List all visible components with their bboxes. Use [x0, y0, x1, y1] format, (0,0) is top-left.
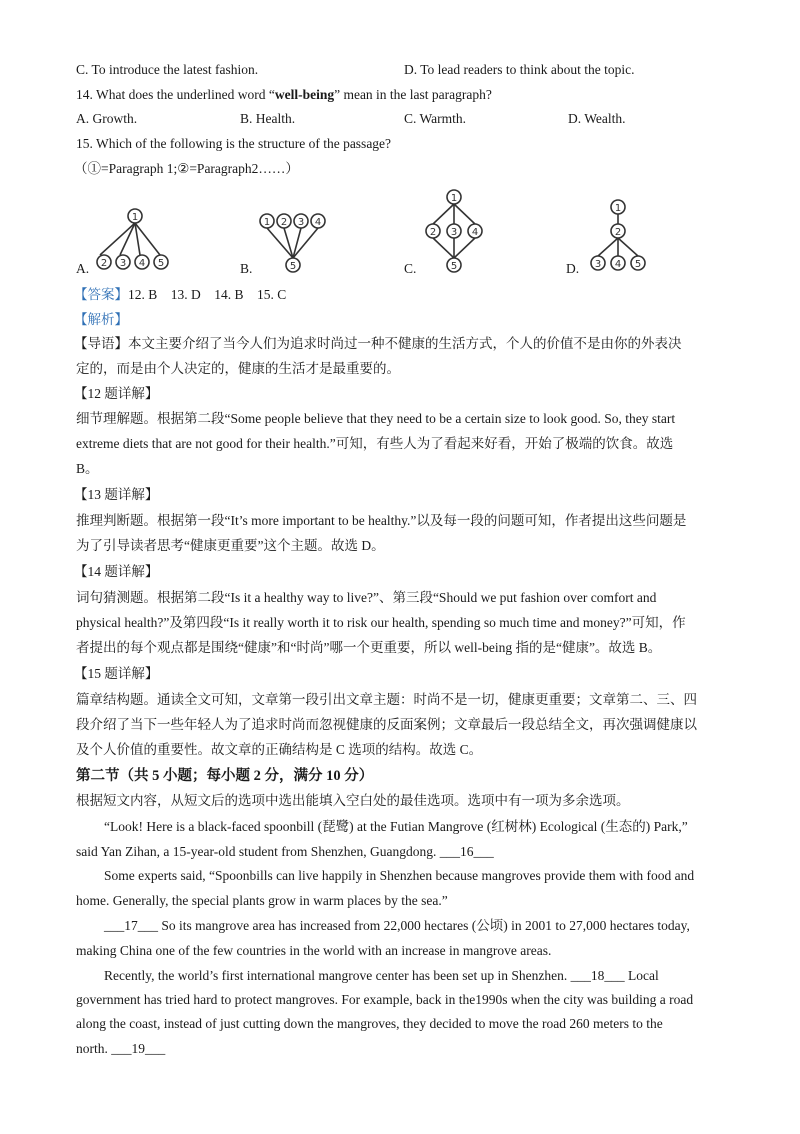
q12-detail-line-1: 细节理解题。根据第二段“Some people believe that they need to be a certain size to look good. So, they start	[76, 411, 676, 426]
q14-detail-line-1: 词句猜测题。根据第二段“Is it a healthy way to live?”、第三段“Should we put fashion over comfort and	[76, 590, 657, 605]
q15-diagram-c	[420, 186, 492, 276]
answer-tag: 【答案】	[74, 287, 128, 302]
section2-instruction: 根据短文内容，从短文后的选项中选出能填入空白处的最佳选项。选项中有一项为多余选项。	[76, 793, 630, 808]
q14-stem-pre: 14. What does the underlined word “	[76, 87, 275, 102]
circle-num-2: 2	[429, 227, 437, 238]
passage-p4-line-1-end: Local	[624, 968, 659, 983]
q14-option-a: A. Growth.	[76, 111, 138, 126]
q15-option-a-label: A.	[76, 261, 90, 276]
q15-diagram-a	[92, 205, 184, 275]
passage-p1-line-2	[76, 843, 494, 861]
passage-p3-line-1-text: So its mangrove area has increased from 22,000 hectares (公顷) in 2001 to 27,000 hectares today,	[158, 918, 690, 933]
q12-detail-title: 【12 题详解】	[74, 386, 159, 401]
passage-p4-line-4-text: north.	[76, 1041, 112, 1056]
section2-title: 第二节（共 5 小题；每小题 2 分，满分 10 分）	[76, 768, 374, 784]
circle-num-2: 2	[100, 258, 108, 269]
q12-detail-line-2: extreme diets that are not good for their health.”可知，有些人为了看起来好看，开始了极端的饮食。故选	[76, 436, 674, 451]
answer-line	[74, 286, 286, 304]
q14-detail-title: 【14 题详解】	[74, 564, 159, 579]
q15-detail-line-2: 段介绍了当下一些年轻人为了追求时尚而忽视健康的反面案例；文章最后一段总结全文，再次强调健康以	[76, 717, 697, 732]
q15-diagram-b	[256, 210, 336, 276]
circle-num-1: 1	[131, 212, 139, 223]
circle-num-3: 3	[450, 227, 458, 238]
circle-num-3: 3	[297, 217, 305, 228]
circle-num-3: 3	[119, 258, 127, 269]
passage-p4-line-3: along the coast, instead of just cutting down the mangroves, they decided to move the road 260 meters to the	[76, 1016, 663, 1031]
q14-detail-line-3: 者提出的每个观点都是围绕“健康”和“时尚”哪一个更重要，所以 well-being 指的是“健康”。故选 B。	[76, 640, 662, 655]
q13-option-d: D. To lead readers to think about the topic.	[404, 62, 635, 77]
q13-detail-title: 【13 题详解】	[74, 487, 159, 502]
q15-option-d-label: D.	[566, 261, 580, 276]
circle-num-5: 5	[634, 259, 642, 270]
q15-diagram-d	[584, 196, 654, 276]
q14-option-d: D. Wealth.	[568, 111, 626, 126]
circle-num-4: 4	[614, 259, 622, 270]
q13-detail-line-1: 推理判断题。根据第一段“It’s more important to be healthy.”以及每一段的问题可知，作者提出这些问题是	[76, 513, 687, 528]
q14-option-b: B. Health.	[240, 111, 296, 126]
blank-17: ___17___	[104, 918, 158, 933]
circle-num-5: 5	[289, 261, 297, 272]
guide-line-1: 【导语】本文主要介绍了当今人们为追求时尚过一种不健康的生活方式，个人的价值不是由你的外表决	[74, 336, 682, 351]
analysis-tag: 【解析】	[74, 312, 128, 327]
q15-option-c-label: C.	[404, 261, 417, 276]
passage-p2-line-2: home. Generally, the special plants grow in warm places by the sea.”	[76, 893, 448, 908]
blank-19: ___19___	[111, 1041, 166, 1056]
circle-num-4: 4	[138, 258, 146, 269]
circle-num-4: 4	[471, 227, 479, 238]
q15-detail-title: 【15 题详解】	[74, 666, 159, 681]
q15-option-b-label: B.	[240, 261, 253, 276]
q13-detail-line-2: 为了引导读者思考“健康更重要”这个主题。故选 D。	[76, 538, 385, 553]
q15-stem: 15. Which of the following is the structure of the passage?	[76, 136, 392, 151]
circle-num-5: 5	[157, 258, 165, 269]
blank-16: ___16___	[439, 844, 494, 859]
passage-p4-line-1-text: Recently, the world’s first international mangrove center has been set up in Shenzhen.	[104, 968, 571, 983]
circle-num-3: 3	[594, 259, 602, 270]
passage-p4-line-2: government has tried hard to protect mangroves. For example, back in the1990s when the city was building a road	[76, 992, 694, 1007]
circle-num-1: 1	[614, 203, 622, 214]
guide-line-2: 定的，而是由个人决定的，健康的生活才是最重要的。	[76, 361, 400, 376]
passage-p1-line-2-text: said Yan Zihan, a 15-year-old student from Shenzhen, Guangdong.	[76, 844, 440, 859]
circle-num-2: 2	[614, 227, 622, 238]
q12-detail-line-3: B。	[76, 461, 99, 476]
q15-detail-line-1: 篇章结构题。通读全文可知，文章第一段引出文章主题：时尚不是一切，健康更重要；文章第二、三、四	[76, 692, 697, 707]
circle-num-1: 1	[450, 193, 458, 204]
q14-option-c: C. Warmth.	[404, 111, 467, 126]
passage-p4-line-4	[76, 1040, 165, 1058]
circle-num-4: 4	[314, 217, 322, 228]
passage-p3-line-2: making China one of the few countries in the world with an increase in mangrove areas.	[76, 943, 552, 958]
q13-option-c: C. To introduce the latest fashion.	[76, 62, 259, 77]
q15-note: （①=Paragraph 1;②=Paragraph2……）	[74, 161, 299, 176]
q14-stem-word: well-being	[274, 87, 335, 102]
q14-stem	[76, 86, 492, 104]
q14-stem-post: ” mean in the last paragraph?	[334, 87, 492, 102]
circle-num-1: 1	[263, 217, 271, 228]
q14-detail-line-2: physical health?”及第四段“Is it really worth it to risk our health, spending so much time and money?”可知，作	[76, 615, 686, 630]
blank-18: ___18___	[570, 968, 625, 983]
q15-detail-line-3: 及个人价值的重要性。故文章的正确结构是 C 选项的结构。故选 C。	[76, 742, 483, 757]
passage-p4-line-1	[104, 967, 659, 985]
circle-num-5: 5	[450, 261, 458, 272]
passage-p3-line-1	[104, 917, 690, 935]
answer-text: 12. B 13. D 14. B 15. C	[128, 287, 287, 302]
passage-p2-line-1: Some experts said, “Spoonbills can live happily in Shenzhen because mangroves provide them with food and	[104, 868, 695, 883]
passage-p1-line-1: “Look! Here is a black-faced spoonbill (琵鹭) at the Futian Mangrove (红树林) Ecological (生态的) Park,”	[104, 819, 688, 834]
circle-num-2: 2	[280, 217, 288, 228]
